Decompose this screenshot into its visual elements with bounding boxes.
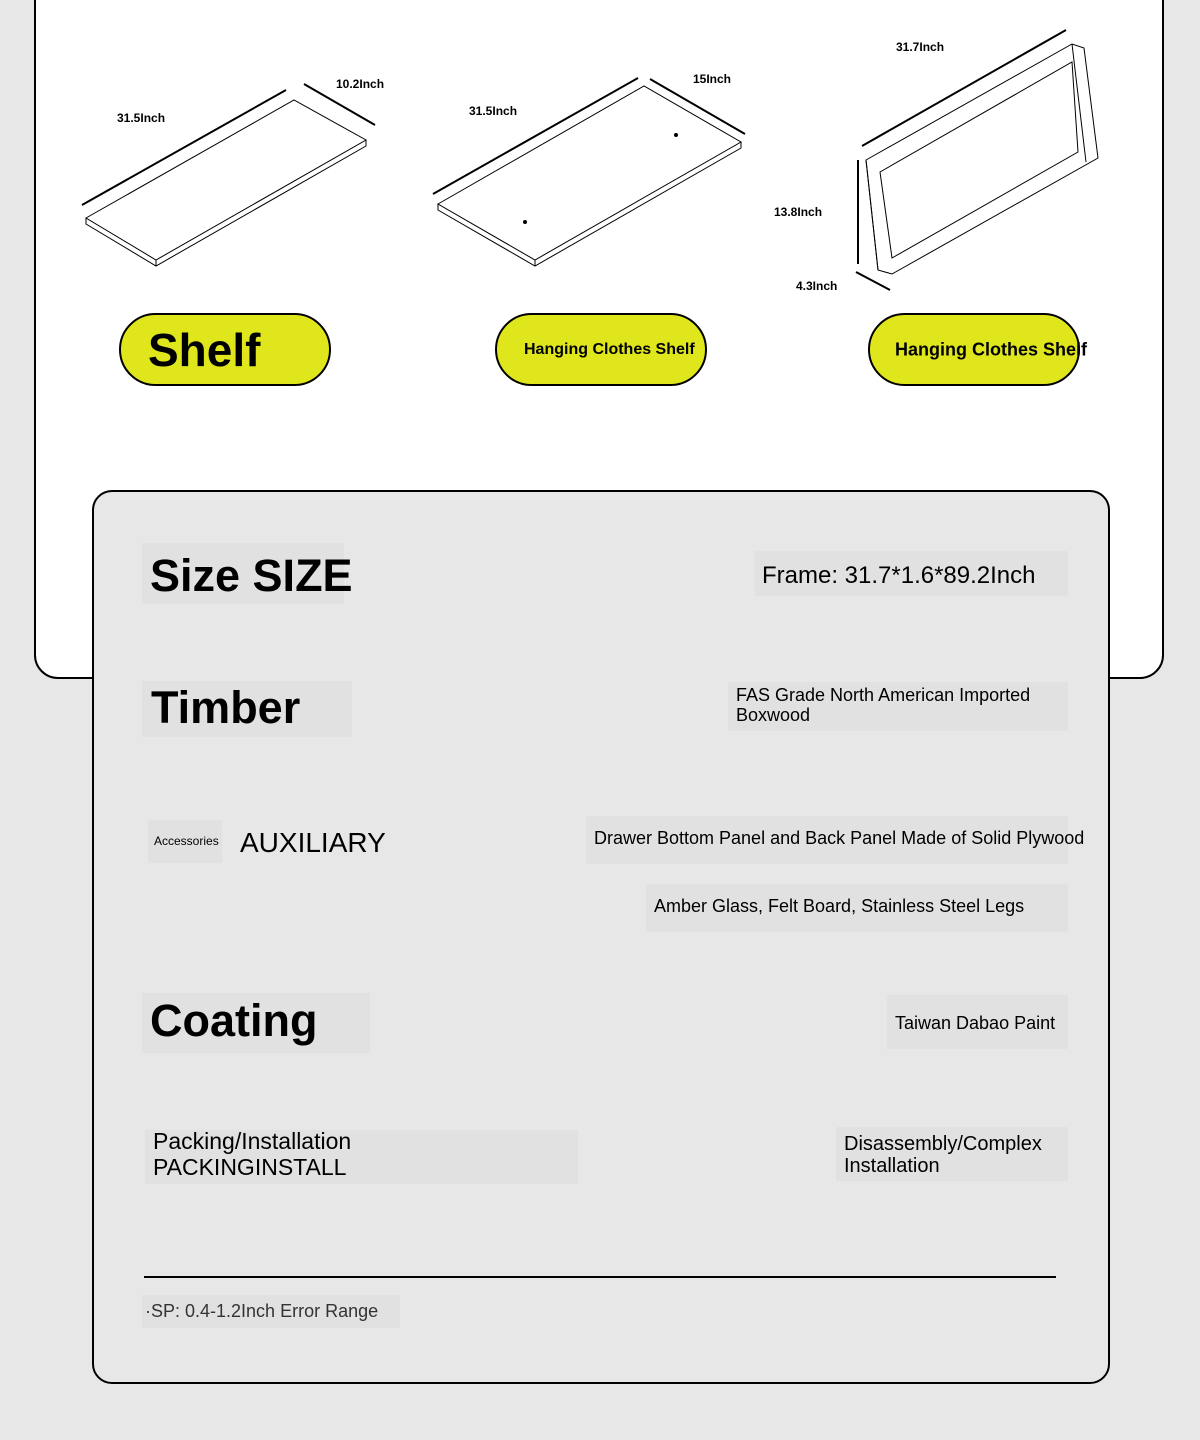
hanging-shelf-a-label-text: Hanging Clothes Shelf	[524, 340, 695, 358]
accessories-value-materials: Amber Glass, Felt Board, Stainless Steel Legs	[654, 896, 1025, 916]
hanging-shelf-a-hole	[523, 220, 527, 224]
hanging-shelf-a-diagram	[433, 72, 745, 266]
shelf-label-text: Shelf	[148, 323, 261, 376]
hanging-shelf-a-depth-label: 15Inch	[693, 72, 732, 86]
shelf-label-pill	[119, 313, 331, 386]
timber-value	[736, 685, 1030, 725]
timber-label: Timber	[151, 682, 301, 733]
coating-label: Coating	[150, 995, 318, 1046]
shelf-length-label: 31.5Inch	[117, 111, 166, 125]
packing-label-line: PACKINGINSTALL	[153, 1154, 347, 1180]
hanging-shelf-b-diagram	[774, 30, 1098, 293]
hanging-shelf-a-length-label: 31.5Inch	[469, 104, 518, 118]
hanging-shelf-b-label-pill	[868, 313, 1088, 386]
hanging-shelf-a-hole	[674, 133, 678, 137]
hanging-shelf-b-label-text: Hanging Clothes Shelf	[895, 339, 1088, 359]
size-value: Frame: 31.7*1.6*89.2Inch	[762, 562, 1036, 589]
accessories-value-panels: Drawer Bottom Panel and Back Panel Made of Solid Plywood	[594, 828, 1085, 848]
coating-value: Taiwan Dabao Paint	[895, 1013, 1056, 1033]
hanging-shelf-b-depth-label: 4.3Inch	[796, 279, 838, 293]
specification-card	[92, 490, 1110, 1384]
size-label: Size SIZE	[150, 550, 353, 601]
packing-value-line: Installation	[844, 1155, 940, 1177]
hanging-shelf-b-height-label: 13.8Inch	[774, 205, 823, 219]
hanging-shelf-b-back-panel	[880, 62, 1078, 258]
hanging-shelf-b-length-label: 31.7Inch	[896, 40, 945, 54]
shelf-depth-label: 10.2Inch	[336, 77, 385, 91]
hanging-shelf-a-label-pill	[495, 313, 707, 386]
hanging-shelf-b-depth-line	[856, 272, 890, 290]
error-range-note: ·SP: 0.4-1.2Inch Error Range	[145, 1301, 379, 1321]
accessories-label-small: Accessories	[154, 834, 219, 848]
accessories-label-large: AUXILIARY	[240, 827, 386, 858]
packing-value-line: Disassembly/Complex	[844, 1133, 1042, 1155]
shelf-diagram	[82, 77, 384, 266]
packing-label	[153, 1128, 351, 1180]
divider-line	[144, 1276, 1056, 1278]
timber-value-line: Boxwood	[736, 705, 811, 725]
timber-value-line: FAS Grade North American Imported	[736, 685, 1031, 705]
product-dimension-drawings	[0, 0, 1200, 310]
packing-label-line: Packing/Installation	[153, 1128, 352, 1154]
packing-value	[844, 1133, 1042, 1177]
